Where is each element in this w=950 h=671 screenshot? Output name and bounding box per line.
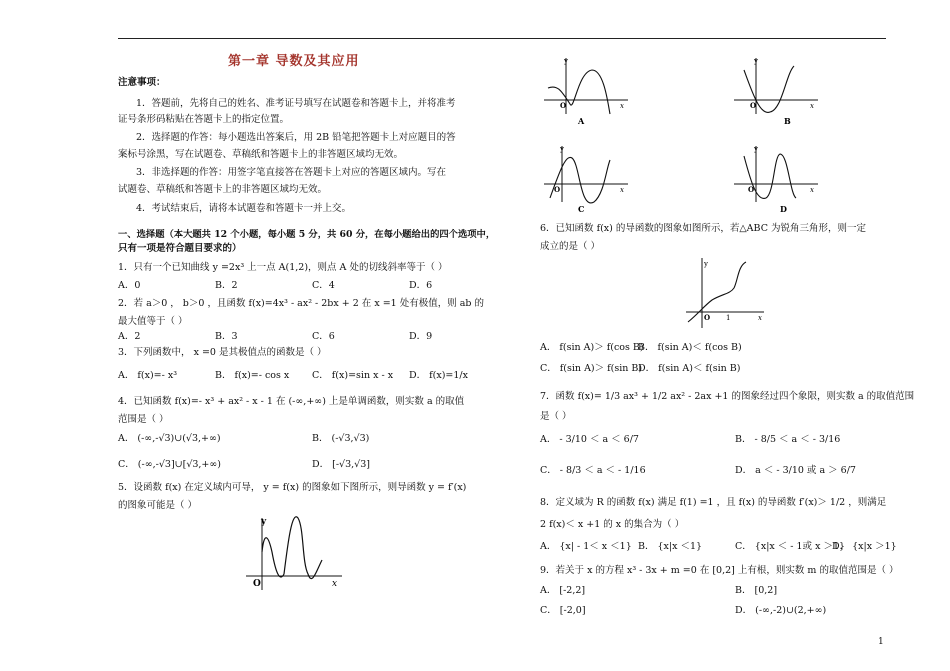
svg-text:x: x (810, 186, 814, 194)
q4-option-a: A． (-∞,-√3)∪(√3,+∞) (118, 433, 221, 444)
q3-option-b: B． f(x)=- cos x (215, 370, 290, 381)
q4-option-c: C． (-∞,-√3]∪[√3,+∞) (118, 459, 222, 470)
q6-option-a: A． f(sin A)＞ f(cos B) (540, 342, 644, 353)
q1-option-a: A．0 (118, 280, 141, 291)
origin-label: O (253, 579, 261, 589)
q5-option-graph-a (540, 52, 635, 127)
q6-stem-2: 成立的是（ ） (540, 241, 601, 252)
notice-line-1: 1．答题前，先将自己的姓名、准考证号填写在试题卷和答题卡上，并将准考 (136, 98, 456, 109)
q2-option-b: B．3 (215, 331, 238, 342)
top-rule (118, 38, 886, 39)
y-label: y (261, 517, 267, 527)
notice-line-6: 试题卷、草稿纸和答题卡上的非答题区域均无效。 (118, 184, 328, 195)
q7-option-a: A． - 3/10 ＜ a ＜ 6/7 (540, 434, 639, 445)
q6-derivative-graph (680, 254, 770, 332)
svg-text:y: y (564, 57, 568, 65)
q1-option-b: B．2 (215, 280, 238, 291)
q1-stem: 1．只有一个已知曲线 y =2x³ 上一点 A(1,2)，则点 A 处的切线斜率等于（ ） (118, 262, 448, 273)
notice-line-5: 3．非选择题的作答：用签字笔直接答在答题卡上对应的答题区域内。写在 (136, 167, 447, 178)
q1-option-c: C．4 (312, 280, 335, 291)
origin-label: O (704, 313, 711, 322)
q6-option-c: C． f(sin A)＞ f(sin B) (540, 363, 643, 374)
q9-option-d: D． (-∞,-2)∪(2,+∞) (735, 605, 827, 616)
q6-option-b: B． f(sin A)＜ f(cos B) (638, 342, 742, 353)
q4-stem-1: 4．已知函数 f(x)=- x³ + ax² - x - 1 在 (-∞,+∞) 上是单调函数，则实数 a 的取值 (118, 396, 465, 407)
option-label: B (784, 116, 791, 126)
curve (262, 517, 322, 579)
x-label: x (332, 579, 338, 589)
q4-option-b: B． (-√3,√3) (312, 433, 370, 444)
q4-option-d: D． [-√3,√3] (312, 459, 370, 470)
svg-text:O: O (554, 185, 561, 194)
q6-option-d: D． f(sin A)＜ f(sin B) (638, 363, 741, 374)
q2-stem-2: 最大值等于（ ） (118, 316, 188, 327)
q2-option-a: A．2 (118, 331, 141, 342)
q1-option-d: D．6 (409, 280, 433, 291)
svg-text:O: O (748, 185, 755, 194)
q3-option-d: D． f(x)=1/x (409, 370, 468, 381)
svg-text:x: x (620, 186, 624, 194)
tick-label-1: 1 (726, 314, 731, 322)
svg-text:y: y (754, 57, 758, 65)
option-label: D (780, 204, 787, 214)
x-label: x (758, 314, 762, 322)
q7-option-b: B． - 8/5 ＜ a ＜ - 3/16 (735, 434, 841, 445)
notice-line-2: 证号条形码粘贴在答题卡上的指定位置。 (118, 114, 290, 125)
q8-option-a: A． {x| - 1＜ x ＜1} (540, 541, 632, 552)
q2-option-c: C．6 (312, 331, 335, 342)
q7-option-c: C． - 8/3 ＜ a ＜ - 1/16 (540, 465, 646, 476)
q2-stem-1: 2．若 a＞0 ， b＞0 ，且函数 f(x)=4x³ - ax² - 2bx + 2 在 x =1 处有极值，则 ab 的 (118, 298, 485, 309)
svg-text:y: y (754, 145, 758, 153)
curve (550, 157, 610, 203)
page-title: 第一章 导数及其应用 (228, 54, 360, 69)
svg-text:O: O (560, 101, 567, 110)
q9-stem: 9．若关于 x 的方程 x³ - 3x + m =0 在 [0,2] 上有根，则实数 m 的取值范围是（ ） (540, 565, 899, 576)
q5-option-graph-d (730, 140, 825, 215)
section-heading-line-1: 一、选择题（本大题共 12 个小题，每小题 5 分，共 60 分，在每小题给出的四个选项中， (118, 229, 496, 240)
q6-stem-1: 6．已知函数 f(x) 的导函数的图象如图所示，若△ABC 为锐角三角形，则一定 (540, 223, 866, 234)
svg-text:x: x (810, 102, 814, 110)
q5-stem-2: 的图象可能是（ ） (118, 500, 198, 511)
q5-function-graph (238, 512, 348, 592)
q7-stem-2: 是（ ） (540, 411, 572, 422)
notice-line-7: 4．考试结束后，请将本试题卷和答题卡一并上交。 (136, 203, 352, 214)
q5-stem-1: 5．设函数 f(x) 在定义域内可导， y = f(x) 的图象如下图所示，则导函数 y = f′(x) (118, 482, 467, 493)
q9-option-b: B． [0,2] (735, 585, 778, 596)
option-label: A (578, 116, 585, 126)
q8-stem-2: 2 f(x)＜ x +1 的 x 的集合为（ ） (540, 519, 685, 530)
q5-option-graph-c (540, 140, 635, 215)
q4-stem-2: 范围是（ ） (118, 414, 169, 425)
y-label: y (704, 260, 708, 268)
notice-heading: 注意事项： (118, 77, 166, 88)
page-number: 1 (878, 637, 884, 647)
notice-line-4: 案标号涂黑，写在试题卷、草稿纸和答题卡上的非答题区域均无效。 (118, 149, 404, 160)
section-heading-line-2: 只有一项是符合题目要求的） (118, 243, 242, 254)
q8-option-d: D． {x|x ＞1} (832, 541, 897, 552)
q9-option-a: A． [-2,2] (540, 585, 586, 596)
q5-option-graph-b (730, 52, 825, 127)
q7-option-d: D． a ＜ - 3/10 或 a ＞ 6/7 (735, 465, 856, 476)
q9-option-c: C． [-2,0] (540, 605, 586, 616)
svg-text:O: O (750, 101, 757, 110)
curve (548, 70, 610, 114)
svg-text:y: y (560, 145, 564, 153)
q8-option-b: B． {x|x ＜1} (638, 541, 703, 552)
q8-option-c: C． {x|x ＜ - 1或 x ＞1} (735, 541, 846, 552)
q3-option-a: A． f(x)=- x³ (118, 370, 178, 381)
option-label: C (578, 204, 585, 214)
svg-text:x: x (620, 102, 624, 110)
curve (688, 262, 746, 322)
q3-option-c: C． f(x)=sin x - x (312, 370, 394, 381)
q7-stem-1: 7．函数 f(x)= 1/3 ax³ + 1/2 ax² - 2ax +1 的图象经过四个象限，则实数 a 的取值范围 (540, 391, 915, 402)
notice-line-3: 2．选择题的作答：每小题选出答案后，用 2B 铅笔把答题卡上对应题目的答 (136, 132, 456, 143)
q2-option-d: D．9 (409, 331, 433, 342)
q8-stem-1: 8．定义域为 R 的函数 f(x) 满足 f(1) =1 ，且 f(x) 的导函数 f′(x)＞ 1/2 ，则满足 (540, 497, 887, 508)
q3-stem: 3．下列函数中， x =0 是其极值点的函数是（ ） (118, 347, 327, 358)
